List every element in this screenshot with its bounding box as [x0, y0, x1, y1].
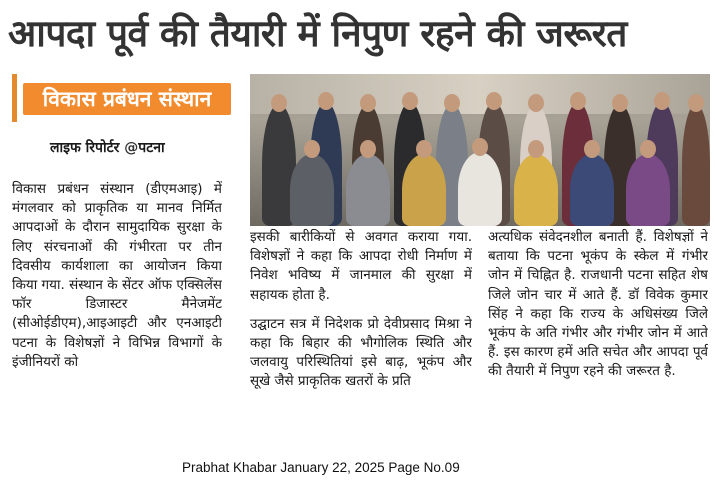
- byline-city: पटना: [138, 140, 165, 156]
- column-1-text: विकास प्रबंधन संस्थान (डीएमआइ) में मंगलवार को प्राकृतिक या मानव निर्मित आपदाओं के दौरान सामुदायिक सुरक्षा के लिए संरचनाओं की गंभीरता पर तीन दिवसीय कार्यशाला का आयोजन किया किया गया. संस्थान के सेंटर ऑफ एक्सिलेंस फॉर डिजास्टर मैनेजमेंट (सीओईडीएम),आइआइटी और एनआइटी पटना के विशेषज्ञों ने विभिन्न विभागों के इंजीनियरों को: [12, 181, 222, 370]
- byline-at: @: [124, 140, 139, 156]
- org-tag-box: [12, 74, 239, 122]
- group-photo: [250, 74, 710, 226]
- byline-prefix: लाइफ रिपोर्टर: [50, 140, 120, 156]
- org-tag: विकास प्रबंधन संस्थान: [23, 83, 231, 115]
- headline: आपदा पूर्व की तैयारी में निपुण रहने की जरूरत: [8, 12, 627, 55]
- source-caption: Prabhat Khabar January 22, 2025 Page No.09: [182, 460, 460, 475]
- byline: [50, 137, 240, 159]
- article-column-1: [12, 180, 222, 458]
- column-2-paragraph-2: उद्घाटन सत्र में निदेशक प्रो देवीप्रसाद मिश्रा ने कहा कि बिहार की भौगोलिक स्थिति और जलवायु परिस्थितियां इसे बाढ़, भूकंप और सूखे जैसे प्राकृतिक खतरों के प्रति: [250, 315, 472, 390]
- column-2-paragraph-1: इसकी बारीकियों से अवगत कराया गया. विशेषज्ञों ने कहा कि आपदा रोधी निर्माण में निवेश भविष्य में जानमाल की सुरक्षा में सहायक होता है.: [250, 229, 472, 303]
- article-column-3: [488, 228, 708, 458]
- article-column-2: [250, 228, 472, 458]
- column-3-text: अत्यधिक संवेदनशील बनाती हैं. विशेषज्ञों ने बताया कि पटना भूकंप के स्केल में गंभीर जोन में चिह्नित है. राजधानी पटना सहित शेष जिले जोन चार में आते हैं. डॉ विवेक कुमार सिंह ने कहा कि राज्य के अधिसंख्य जिले भूकंप के अति गंभीर और गंभीर जोन में आते हैं. इस कारण हमें अति सचेत और आपदा पूर्व की तैयारी में निपुण रहने की जरूरत है.: [488, 229, 708, 380]
